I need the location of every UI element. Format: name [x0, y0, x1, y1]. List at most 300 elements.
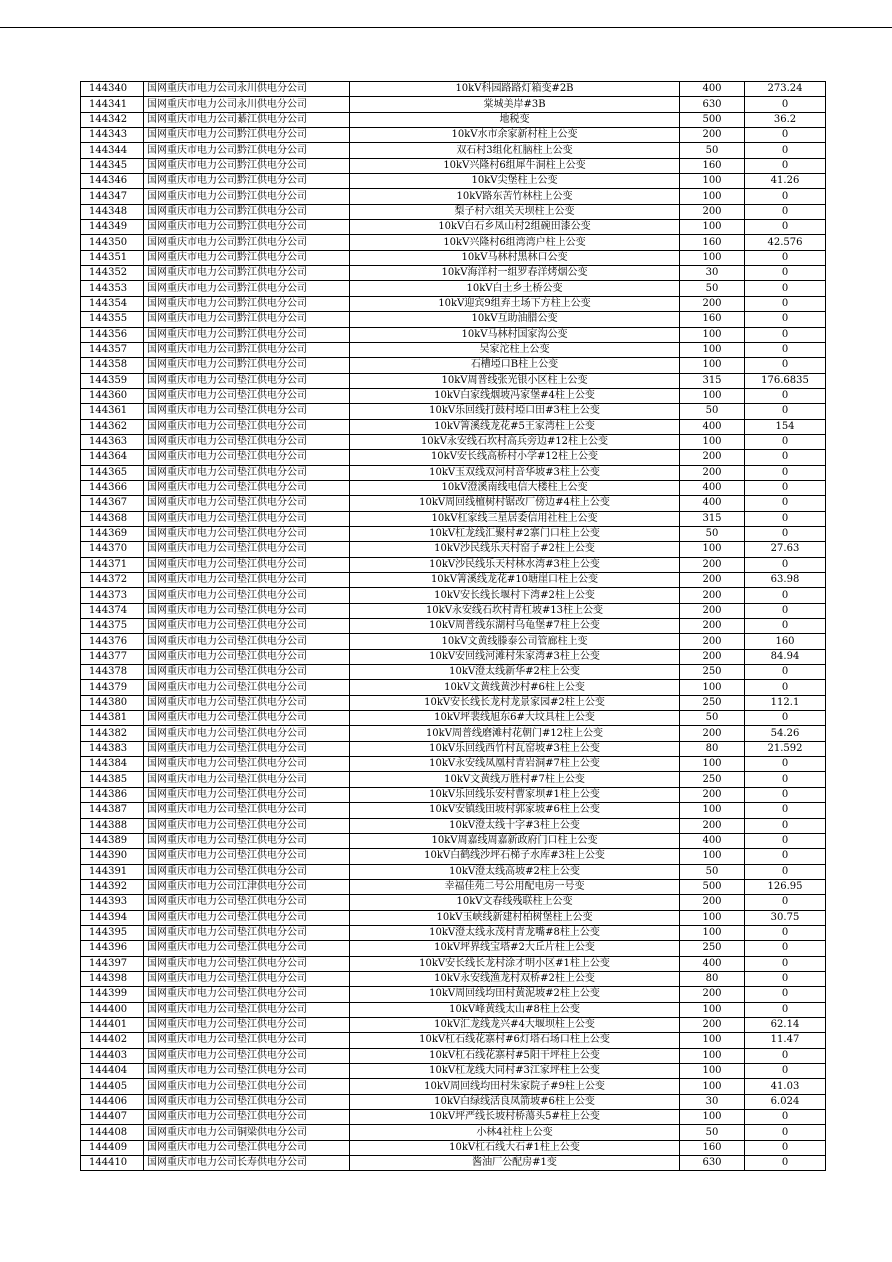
table-row — [81, 910, 826, 925]
transformer-name-cell: 双石村3组化杠脑柱上公变 — [350, 143, 680, 158]
capacity-cell: 250 — [680, 941, 745, 956]
table-row — [81, 434, 826, 449]
table-row — [81, 787, 826, 802]
company-cell: 国网重庆市电力公司垫江供电分公司 — [144, 1002, 350, 1017]
row-id-cell: 144365 — [81, 465, 144, 480]
table-row — [81, 833, 826, 848]
row-id-cell: 144364 — [81, 450, 144, 465]
row-id-cell: 144390 — [81, 849, 144, 864]
table-row — [81, 1033, 826, 1048]
row-id-cell: 144377 — [81, 649, 144, 664]
capacity-cell: 80 — [680, 971, 745, 986]
table-row — [81, 174, 826, 189]
capacity-cell: 160 — [680, 1140, 745, 1155]
capacity-cell: 50 — [680, 526, 745, 541]
transformer-name-cell: 10kV马林村国家沟公变 — [350, 327, 680, 342]
transformer-name-cell: 10kV周回线均田村朱家院子#9柱上公变 — [350, 1079, 680, 1094]
transformer-name-cell: 10kV澄太线永茂村青龙嘴#8柱上公变 — [350, 925, 680, 940]
row-id-cell: 144376 — [81, 634, 144, 649]
capacity-cell: 200 — [680, 818, 745, 833]
table-row — [81, 526, 826, 541]
table-row — [81, 925, 826, 940]
value-cell: 0 — [745, 925, 826, 940]
company-cell: 国网重庆市电力公司垫江供电分公司 — [144, 956, 350, 971]
table-row — [81, 1017, 826, 1032]
transformer-name-cell: 10kV永安线石坎村高兵旁边#12柱上公变 — [350, 434, 680, 449]
value-cell: 0 — [745, 526, 826, 541]
transformer-name-cell: 10kV澄太线十字#3柱上公变 — [350, 818, 680, 833]
table-row — [81, 1110, 826, 1125]
company-cell: 国网重庆市电力公司黔江供电分公司 — [144, 296, 350, 311]
capacity-cell: 100 — [680, 220, 745, 235]
row-id-cell: 144344 — [81, 143, 144, 158]
table-row — [81, 342, 826, 357]
row-id-cell: 144382 — [81, 726, 144, 741]
row-id-cell: 144387 — [81, 803, 144, 818]
transformer-name-cell: 10kV白石乡凤山村2组碗田漆公变 — [350, 220, 680, 235]
table-row — [81, 726, 826, 741]
capacity-cell: 30 — [680, 1094, 745, 1109]
transformer-table — [80, 81, 826, 1171]
value-cell: 0 — [745, 342, 826, 357]
row-id-cell: 144369 — [81, 526, 144, 541]
company-cell: 国网重庆市电力公司垫江供电分公司 — [144, 1094, 350, 1109]
table-row — [81, 373, 826, 388]
table-row — [81, 1064, 826, 1079]
transformer-name-cell: 10kV杠家线三星居委信用社柱上公变 — [350, 511, 680, 526]
table-row — [81, 1094, 826, 1109]
value-cell: 0 — [745, 450, 826, 465]
table-row — [81, 250, 826, 265]
value-cell: 0 — [745, 189, 826, 204]
value-cell: 0 — [745, 557, 826, 572]
row-id-cell: 144345 — [81, 158, 144, 173]
value-cell: 112.1 — [745, 695, 826, 710]
row-id-cell: 144398 — [81, 971, 144, 986]
transformer-name-cell: 10kV杠龙线汇聚村#2寨门口柱上公变 — [350, 526, 680, 541]
company-cell: 国网重庆市电力公司垫江供电分公司 — [144, 573, 350, 588]
capacity-cell: 100 — [680, 434, 745, 449]
table-row — [81, 1156, 826, 1171]
capacity-cell: 160 — [680, 312, 745, 327]
table-row — [81, 864, 826, 879]
capacity-cell: 200 — [680, 895, 745, 910]
row-id-cell: 144384 — [81, 757, 144, 772]
value-cell: 0 — [745, 327, 826, 342]
value-cell: 0 — [745, 388, 826, 403]
table-row — [81, 1048, 826, 1063]
value-cell: 21.592 — [745, 741, 826, 756]
value-cell: 176.6835 — [745, 373, 826, 388]
company-cell: 国网重庆市电力公司垫江供电分公司 — [144, 971, 350, 986]
transformer-name-cell: 10kV白土乡土桥公变 — [350, 281, 680, 296]
capacity-cell: 200 — [680, 987, 745, 1002]
value-cell: 0 — [745, 971, 826, 986]
capacity-cell: 50 — [680, 864, 745, 879]
table-row — [81, 757, 826, 772]
row-id-cell: 144388 — [81, 818, 144, 833]
value-cell: 0 — [745, 711, 826, 726]
transformer-name-cell: 梨子村六组关天坝柱上公变 — [350, 204, 680, 219]
company-cell: 国网重庆市电力公司铜梁供电分公司 — [144, 1125, 350, 1140]
value-cell: 54.26 — [745, 726, 826, 741]
row-id-cell: 144400 — [81, 1002, 144, 1017]
company-cell: 国网重庆市电力公司垫江供电分公司 — [144, 388, 350, 403]
transformer-name-cell: 10kV文春线残联柱上公变 — [350, 895, 680, 910]
table-row — [81, 465, 826, 480]
table-row — [81, 480, 826, 495]
table-row — [81, 803, 826, 818]
capacity-cell: 200 — [680, 619, 745, 634]
table-row — [81, 879, 826, 894]
row-id-cell: 144340 — [81, 82, 144, 97]
table-row — [81, 235, 826, 250]
company-cell: 国网重庆市电力公司垫江供电分公司 — [144, 434, 350, 449]
table-row — [81, 665, 826, 680]
company-cell: 国网重庆市电力公司垫江供电分公司 — [144, 1033, 350, 1048]
table-row — [81, 941, 826, 956]
transformer-name-cell: 10kV峰黄线太山#8柱上公变 — [350, 1002, 680, 1017]
row-id-cell: 144374 — [81, 603, 144, 618]
row-id-cell: 144355 — [81, 312, 144, 327]
capacity-cell: 250 — [680, 695, 745, 710]
company-cell: 国网重庆市电力公司垫江供电分公司 — [144, 1140, 350, 1155]
capacity-cell: 200 — [680, 1017, 745, 1032]
row-id-cell: 144341 — [81, 97, 144, 112]
company-cell: 国网重庆市电力公司垫江供电分公司 — [144, 803, 350, 818]
value-cell: 0 — [745, 603, 826, 618]
value-cell: 62.14 — [745, 1017, 826, 1032]
value-cell: 0 — [745, 987, 826, 1002]
table-row — [81, 1140, 826, 1155]
value-cell: 0 — [745, 1002, 826, 1017]
row-id-cell: 144343 — [81, 128, 144, 143]
table-row — [81, 695, 826, 710]
company-cell: 国网重庆市电力公司垫江供电分公司 — [144, 557, 350, 572]
row-id-cell: 144360 — [81, 388, 144, 403]
row-id-cell: 144386 — [81, 787, 144, 802]
transformer-name-cell: 10kV安长线高桥村小学#12柱上公变 — [350, 450, 680, 465]
transformer-name-cell: 10kV永安线石坎村青杠坡#13柱上公变 — [350, 603, 680, 618]
table-row — [81, 450, 826, 465]
capacity-cell: 200 — [680, 649, 745, 664]
value-cell: 0 — [745, 833, 826, 848]
row-id-cell: 144408 — [81, 1125, 144, 1140]
row-id-cell: 144405 — [81, 1079, 144, 1094]
row-id-cell: 144359 — [81, 373, 144, 388]
capacity-cell: 100 — [680, 803, 745, 818]
company-cell: 国网重庆市电力公司垫江供电分公司 — [144, 680, 350, 695]
transformer-name-cell: 10kV杠龙线大同村#3江家坪柱上公变 — [350, 1064, 680, 1079]
capacity-cell: 400 — [680, 480, 745, 495]
company-cell: 国网重庆市电力公司垫江供电分公司 — [144, 1110, 350, 1125]
row-id-cell: 144407 — [81, 1110, 144, 1125]
row-id-cell: 144357 — [81, 342, 144, 357]
table-row — [81, 204, 826, 219]
capacity-cell: 250 — [680, 665, 745, 680]
value-cell: 0 — [745, 803, 826, 818]
row-id-cell: 144393 — [81, 895, 144, 910]
capacity-cell: 315 — [680, 373, 745, 388]
capacity-cell: 100 — [680, 174, 745, 189]
row-id-cell: 144354 — [81, 296, 144, 311]
company-cell: 国网重庆市电力公司黔江供电分公司 — [144, 158, 350, 173]
row-id-cell: 144401 — [81, 1017, 144, 1032]
transformer-name-cell: 10kV安长线长龙村龙景家园#2柱上公变 — [350, 695, 680, 710]
capacity-cell: 100 — [680, 327, 745, 342]
table-row — [81, 711, 826, 726]
value-cell: 11.47 — [745, 1033, 826, 1048]
transformer-name-cell: 10kV玉双线双河村音华坡#3柱上公变 — [350, 465, 680, 480]
value-cell: 0 — [745, 128, 826, 143]
row-id-cell: 144361 — [81, 404, 144, 419]
capacity-cell: 160 — [680, 235, 745, 250]
page-header-rule — [0, 27, 892, 28]
capacity-cell: 100 — [680, 680, 745, 695]
company-cell: 国网重庆市电力公司垫江供电分公司 — [144, 526, 350, 541]
value-cell: 0 — [745, 864, 826, 879]
company-cell: 国网重庆市电力公司垫江供电分公司 — [144, 1079, 350, 1094]
row-id-cell: 144399 — [81, 987, 144, 1002]
capacity-cell: 100 — [680, 910, 745, 925]
transformer-name-cell: 石槽埡口B柱上公变 — [350, 358, 680, 373]
transformer-name-cell: 10kV马林村黑林口公变 — [350, 250, 680, 265]
table-row — [81, 281, 826, 296]
company-cell: 国网重庆市电力公司黔江供电分公司 — [144, 143, 350, 158]
capacity-cell: 50 — [680, 1125, 745, 1140]
transformer-name-cell: 10kV白绿线活良凤箭坡#6柱上公变 — [350, 1094, 680, 1109]
capacity-cell: 100 — [680, 388, 745, 403]
transformer-name-cell: 10kV海洋村一组罗春洋烤烟公变 — [350, 266, 680, 281]
table-row — [81, 634, 826, 649]
transformer-name-cell: 10kV沙民线乐天村窑子#2柱上公变 — [350, 542, 680, 557]
transformer-name-cell: 10kV杠石线花寨村#6灯塔石场口柱上公变 — [350, 1033, 680, 1048]
capacity-cell: 100 — [680, 1064, 745, 1079]
table-row — [81, 327, 826, 342]
value-cell: 30.75 — [745, 910, 826, 925]
row-id-cell: 144409 — [81, 1140, 144, 1155]
company-cell: 国网重庆市电力公司垫江供电分公司 — [144, 987, 350, 1002]
capacity-cell: 500 — [680, 879, 745, 894]
company-cell: 国网重庆市电力公司黔江供电分公司 — [144, 128, 350, 143]
transformer-name-cell: 10kV安镇线田坡村郭家坡#6柱上公变 — [350, 803, 680, 818]
company-cell: 国网重庆市电力公司垫江供电分公司 — [144, 619, 350, 634]
value-cell: 27.63 — [745, 542, 826, 557]
table-row — [81, 1002, 826, 1017]
transformer-name-cell: 10kV白家线烟坡冯家堡#4柱上公变 — [350, 388, 680, 403]
capacity-cell: 50 — [680, 143, 745, 158]
value-cell: 0 — [745, 1110, 826, 1125]
table-row — [81, 189, 826, 204]
company-cell: 国网重庆市电力公司黔江供电分公司 — [144, 235, 350, 250]
company-cell: 国网重庆市电力公司黔江供电分公司 — [144, 358, 350, 373]
table-row — [81, 128, 826, 143]
transformer-name-cell: 10kV互助油腊公变 — [350, 312, 680, 327]
row-id-cell: 144370 — [81, 542, 144, 557]
transformer-name-cell: 10kV汇龙线龙兴#4大堰坝柱上公变 — [350, 1017, 680, 1032]
transformer-name-cell: 10kV坪界线宝塔#2大丘片柱上公变 — [350, 941, 680, 956]
company-cell: 国网重庆市电力公司垫江供电分公司 — [144, 895, 350, 910]
transformer-name-cell: 10kV箐溪线龙花#10塘崖口柱上公变 — [350, 573, 680, 588]
company-cell: 国网重庆市电力公司黔江供电分公司 — [144, 281, 350, 296]
value-cell: 0 — [745, 312, 826, 327]
capacity-cell: 400 — [680, 496, 745, 511]
table-row — [81, 97, 826, 112]
capacity-cell: 200 — [680, 296, 745, 311]
row-id-cell: 144350 — [81, 235, 144, 250]
table-row — [81, 158, 826, 173]
capacity-cell: 200 — [680, 726, 745, 741]
transformer-name-cell: 10kV水市余家新村柱上公变 — [350, 128, 680, 143]
row-id-cell: 144404 — [81, 1064, 144, 1079]
company-cell: 国网重庆市电力公司黔江供电分公司 — [144, 174, 350, 189]
value-cell: 0 — [745, 296, 826, 311]
capacity-cell: 400 — [680, 82, 745, 97]
company-cell: 国网重庆市电力公司黔江供电分公司 — [144, 220, 350, 235]
table-row — [81, 312, 826, 327]
transformer-name-cell: 10kV文黄线黄沙村#6柱上公变 — [350, 680, 680, 695]
value-cell: 0 — [745, 266, 826, 281]
table-row — [81, 573, 826, 588]
row-id-cell: 144392 — [81, 879, 144, 894]
value-cell: 0 — [745, 1156, 826, 1171]
transformer-name-cell: 幸福佳苑二号公用配电房一号变 — [350, 879, 680, 894]
transformer-name-cell: 10kV尖堡柱上公变 — [350, 174, 680, 189]
table-row — [81, 296, 826, 311]
transformer-name-cell: 10kV周嘉线周嘉新政府门口柱上公变 — [350, 833, 680, 848]
row-id-cell: 144358 — [81, 358, 144, 373]
value-cell: 63.98 — [745, 573, 826, 588]
row-id-cell: 144391 — [81, 864, 144, 879]
capacity-cell: 100 — [680, 1002, 745, 1017]
transformer-name-cell: 10kV周普线张光银小区柱上公变 — [350, 373, 680, 388]
value-cell: 0 — [745, 404, 826, 419]
company-cell: 国网重庆市电力公司垫江供电分公司 — [144, 603, 350, 618]
row-id-cell: 144367 — [81, 496, 144, 511]
table-row — [81, 741, 826, 756]
table-row — [81, 649, 826, 664]
company-cell: 国网重庆市电力公司垫江供电分公司 — [144, 1064, 350, 1079]
value-cell: 0 — [745, 220, 826, 235]
transformer-name-cell: 10kV迎宾9组弃土场下方柱上公变 — [350, 296, 680, 311]
capacity-cell: 100 — [680, 189, 745, 204]
table-row — [81, 849, 826, 864]
row-id-cell: 144395 — [81, 925, 144, 940]
value-cell: 0 — [745, 281, 826, 296]
capacity-cell: 100 — [680, 925, 745, 940]
value-cell: 0 — [745, 895, 826, 910]
value-cell: 0 — [745, 358, 826, 373]
value-cell: 0 — [745, 480, 826, 495]
company-cell: 国网重庆市电力公司垫江供电分公司 — [144, 711, 350, 726]
transformer-name-cell: 10kV文黄线滕泰公司管廊柱上变 — [350, 634, 680, 649]
company-cell: 国网重庆市电力公司永川供电分公司 — [144, 82, 350, 97]
value-cell: 0 — [745, 465, 826, 480]
company-cell: 国网重庆市电力公司垫江供电分公司 — [144, 910, 350, 925]
company-cell: 国网重庆市电力公司垫江供电分公司 — [144, 772, 350, 787]
row-id-cell: 144353 — [81, 281, 144, 296]
row-id-cell: 144379 — [81, 680, 144, 695]
capacity-cell: 200 — [680, 588, 745, 603]
capacity-cell: 200 — [680, 557, 745, 572]
table-row — [81, 266, 826, 281]
row-id-cell: 144406 — [81, 1094, 144, 1109]
transformer-name-cell: 10kV乐回线乐安村曹家坝#1柱上公变 — [350, 787, 680, 802]
capacity-cell: 100 — [680, 250, 745, 265]
table-row — [81, 895, 826, 910]
value-cell: 36.2 — [745, 112, 826, 127]
transformer-name-cell: 10kV玉峡线新建村柏树堡柱上公变 — [350, 910, 680, 925]
table-row — [81, 82, 826, 97]
capacity-cell: 200 — [680, 450, 745, 465]
table-row — [81, 404, 826, 419]
transformer-name-cell: 10kV文黄线万胜村#7柱上公变 — [350, 772, 680, 787]
transformer-name-cell: 10kV科园路路灯箱变#2B — [350, 82, 680, 97]
row-id-cell: 144378 — [81, 665, 144, 680]
capacity-cell: 100 — [680, 757, 745, 772]
row-id-cell: 144371 — [81, 557, 144, 572]
table-row — [81, 143, 826, 158]
table-row — [81, 680, 826, 695]
value-cell: 84.94 — [745, 649, 826, 664]
table-row — [81, 588, 826, 603]
transformer-name-cell: 10kV坪裴线旭东6#大坟具柱上公变 — [350, 711, 680, 726]
capacity-cell: 250 — [680, 772, 745, 787]
value-cell: 0 — [745, 849, 826, 864]
table-row — [81, 971, 826, 986]
value-cell: 0 — [745, 97, 826, 112]
transformer-name-cell: 10kV周普线磨滩村花朝门#12柱上公变 — [350, 726, 680, 741]
row-id-cell: 144351 — [81, 250, 144, 265]
transformer-name-cell: 酱油厂公配房#1变 — [350, 1156, 680, 1171]
table-row — [81, 388, 826, 403]
company-cell: 国网重庆市电力公司垫江供电分公司 — [144, 496, 350, 511]
value-cell: 0 — [745, 772, 826, 787]
company-cell: 国网重庆市电力公司垫江供电分公司 — [144, 864, 350, 879]
row-id-cell: 144394 — [81, 910, 144, 925]
table-row — [81, 557, 826, 572]
row-id-cell: 144402 — [81, 1033, 144, 1048]
table-row — [81, 496, 826, 511]
row-id-cell: 144342 — [81, 112, 144, 127]
value-cell: 0 — [745, 1064, 826, 1079]
table-row — [81, 603, 826, 618]
value-cell: 0 — [745, 143, 826, 158]
row-id-cell: 144372 — [81, 573, 144, 588]
transformer-name-cell: 吴家沱柱上公变 — [350, 342, 680, 357]
transformer-name-cell: 10kV周回线均田村黄泥坡#2柱上公变 — [350, 987, 680, 1002]
value-cell: 273.24 — [745, 82, 826, 97]
capacity-cell: 315 — [680, 511, 745, 526]
row-id-cell: 144397 — [81, 956, 144, 971]
transformer-name-cell: 10kV永安线渔龙村双桥#2柱上公变 — [350, 971, 680, 986]
company-cell: 国网重庆市电力公司黔江供电分公司 — [144, 342, 350, 357]
capacity-cell: 100 — [680, 849, 745, 864]
transformer-name-cell: 10kV安长线长堰村下湾#2柱上公变 — [350, 588, 680, 603]
company-cell: 国网重庆市电力公司黔江供电分公司 — [144, 312, 350, 327]
value-cell: 160 — [745, 634, 826, 649]
row-id-cell: 144375 — [81, 619, 144, 634]
company-cell: 国网重庆市电力公司垫江供电分公司 — [144, 941, 350, 956]
transformer-name-cell: 10kV兴隆村6组犀牛洞柱上公变 — [350, 158, 680, 173]
capacity-cell: 200 — [680, 787, 745, 802]
transformer-name-cell: 10kV乐回线打鼓村埡口田#3柱上公变 — [350, 404, 680, 419]
company-cell: 国网重庆市电力公司垫江供电分公司 — [144, 1048, 350, 1063]
row-id-cell: 144366 — [81, 480, 144, 495]
row-id-cell: 144363 — [81, 434, 144, 449]
value-cell: 0 — [745, 511, 826, 526]
row-id-cell: 144410 — [81, 1156, 144, 1171]
